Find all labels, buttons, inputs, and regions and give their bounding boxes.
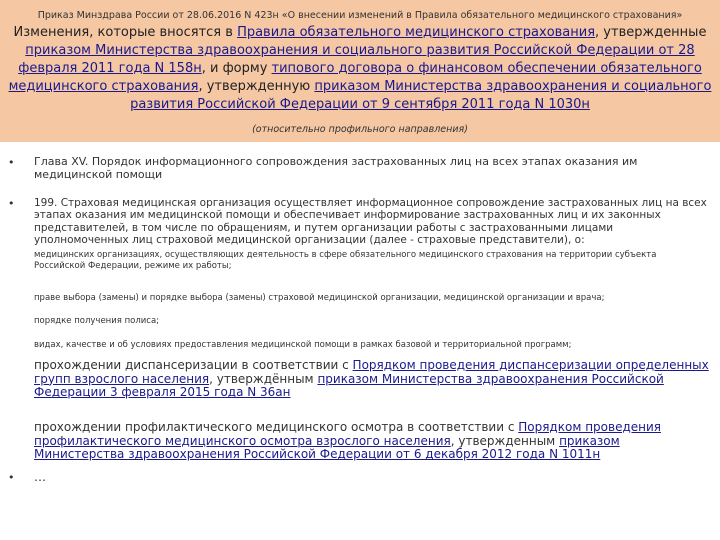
dispensarization-procedure-link[interactable]: Порядком проведения диспансеризации определенных групп взрослого населения [34,358,709,386]
chapter-heading: Глава XV. Порядок информационного сопровождения застрахованных лиц на всех этапах оказания им медицинской помощи [34,155,638,181]
list-item-care-types: видах, качестве и об условиях предоставления медицинской помощи в рамках базовой и территориальной программ; [34,340,572,350]
order-158n-link[interactable]: приказом Министерства здравоохранения и социального развития Российской Федерации от 28 февраля 2011 года N 158н [18,43,695,76]
intro-paragraph [6,24,714,114]
intro-text-4: , утвержденную [198,79,315,94]
bullet-ellipsis: • [8,471,15,484]
order-1030n-link[interactable]: приказом Министерства здравоохранения и социального развития Российской Федерации от 9 сентября 2011 года N 1030н [130,79,712,112]
order-1011n-link[interactable]: приказом Министерства здравоохранения Российской Федерации от 6 декабря 2012 года N 1011н [34,433,620,462]
standard-contract-link[interactable]: типового договора о финансовом обеспечении обязательного медицинского страхования [8,61,702,94]
document-title: Приказ Минздрава России от 28.06.2016 N 423н «О внесении изменений в Правила обязательного медицинского страхования» [37,10,683,21]
bullet-chapter: • [8,156,15,169]
list-item-choice-right: праве выбора (замены) и порядке выбора (замены) страховой медицинской организации, медицинской организации и врача; [34,293,605,303]
list-item-preventive-exam [34,421,710,462]
intro-text-3: , и форму [201,61,272,76]
dispensarization-text-2: , утверждённым [209,371,318,386]
preventive-text-1: прохождении профилактического медицинского осмотра в соответствии с [34,420,519,434]
intro-text-1: Изменения, которые вносятся в [13,25,238,40]
rules-oms-link[interactable]: Правила обязательного медицинского страхования [237,25,596,40]
bullet-para199: • [8,197,15,210]
header-banner [0,0,720,142]
dispensarization-text-1: прохождении диспансеризации в соответствии с [34,358,353,372]
preventive-text-2: , утвержденным [450,433,560,448]
list-item-policy: порядке получения полиса; [34,316,160,326]
paragraph-199: 199. Страховая медицинская организация осуществляет информационное сопровождение застрахованных лиц на всех этапах оказания им медицинской помощи и обеспечивает информирование застрахованных лиц и их законных представителей, в том числе по обращениям, и путем организации работы с застрахованными лицами уполномоченных лиц страховой медицинской организации (далее - страховые представители), о: [34,197,707,247]
ellipsis: … [34,470,46,484]
preventive-exam-procedure-link[interactable]: Порядком проведения профилактического медицинского осмотра взрослого населения [34,420,661,448]
direction-note: (относительно профильного направления) [252,124,468,135]
intro-text-2: , утвержденные [595,25,707,40]
list-item-dispensarization [34,359,710,400]
order-36an-link[interactable]: приказом Министерства здравоохранения Российской Федерации 3 февраля 2015 года N 36ан [34,371,664,400]
list-item-medical-orgs: медицинских организациях, осуществляющих деятельность в сфере обязательного медицинского страхования на территории субъекта Российской Федерации, режиме их работы; [34,250,657,271]
